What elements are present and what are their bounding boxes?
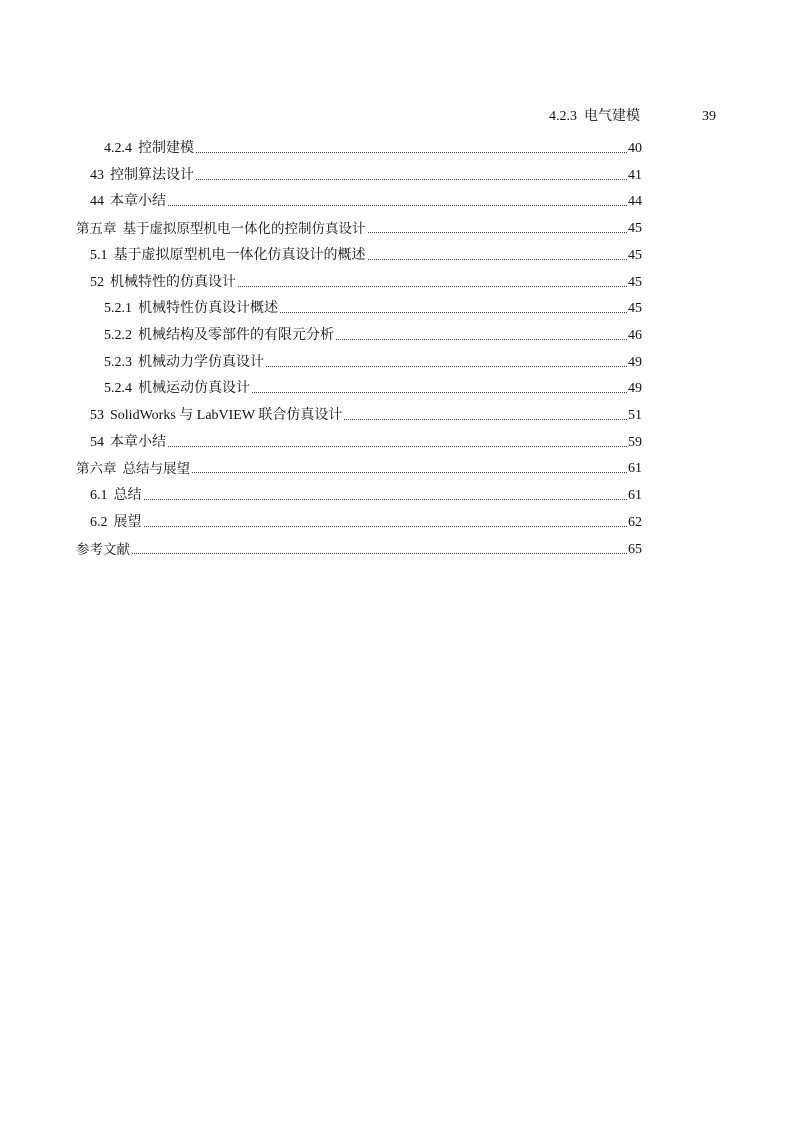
running-header bbox=[0, 107, 793, 127]
toc-entry[interactable] bbox=[104, 379, 642, 399]
toc-entry-number: 53 bbox=[90, 408, 104, 423]
toc-entry-label bbox=[90, 406, 342, 426]
toc-entry-label bbox=[90, 192, 166, 212]
toc-entry-label bbox=[104, 139, 194, 159]
toc-entry-page: 65 bbox=[628, 541, 642, 557]
toc-entry[interactable] bbox=[76, 219, 642, 239]
toc-entry[interactable] bbox=[90, 273, 642, 293]
toc-entry-page: 40 bbox=[628, 141, 642, 156]
toc-dot-leader bbox=[280, 312, 627, 313]
toc-entry[interactable] bbox=[90, 486, 642, 506]
toc-entry-number: 52 bbox=[90, 274, 104, 290]
toc-dot-leader bbox=[168, 446, 627, 447]
toc-entry-number: 43 bbox=[90, 167, 104, 183]
toc-dot-leader bbox=[368, 232, 628, 233]
toc-entry-number: 5.2.2 bbox=[104, 327, 132, 343]
toc-entry-title: 机械结构及零部件的有限元分析 bbox=[138, 327, 334, 343]
toc-entry-number: 5.1 bbox=[90, 247, 108, 263]
toc-entry-title: 本章小结 bbox=[110, 434, 166, 450]
toc-entry-number: 4.2.4 bbox=[104, 141, 132, 156]
toc-entry-label bbox=[76, 540, 130, 560]
toc-entry-number: 5.2.4 bbox=[104, 381, 132, 397]
toc-dot-leader bbox=[144, 526, 628, 527]
toc-entry[interactable] bbox=[104, 353, 642, 373]
toc-entry-page: 45 bbox=[628, 247, 642, 263]
toc-entry-label bbox=[90, 166, 194, 186]
toc-entry[interactable] bbox=[90, 433, 642, 453]
toc-entry-label bbox=[104, 299, 278, 319]
toc-entry-page: 49 bbox=[628, 381, 642, 397]
header-entry-title: 电气建模 bbox=[584, 109, 640, 124]
toc-entry[interactable] bbox=[104, 326, 642, 346]
toc-entry-number: 6.2 bbox=[90, 514, 108, 530]
toc-entry-title: 机械特性仿真设计概述 bbox=[138, 301, 278, 317]
toc-entry[interactable] bbox=[90, 166, 642, 186]
toc-entry-label bbox=[90, 433, 166, 453]
toc-entry-title: 参考文献 bbox=[76, 541, 130, 558]
toc-dot-leader bbox=[238, 286, 627, 287]
toc-entry-title: 控制建模 bbox=[138, 141, 194, 156]
toc-entry-title: 本章小结 bbox=[110, 194, 166, 210]
toc-dot-leader bbox=[196, 179, 627, 180]
toc-entry-number: 5.2.1 bbox=[104, 301, 132, 317]
toc-entry-page: 51 bbox=[628, 408, 642, 423]
toc-dot-leader bbox=[336, 339, 627, 340]
toc-entry-number: 第六章 bbox=[76, 461, 117, 478]
toc-entry[interactable] bbox=[90, 513, 642, 533]
toc-entry[interactable] bbox=[104, 139, 642, 159]
toc-entry-page: 44 bbox=[628, 194, 642, 210]
toc-dot-leader bbox=[196, 152, 627, 153]
toc-entry[interactable] bbox=[76, 540, 642, 560]
toc-entry-page: 49 bbox=[628, 354, 642, 370]
toc-entry-title: 基于虚拟原型机电一体化仿真设计的概述 bbox=[113, 247, 366, 263]
toc-dot-leader bbox=[144, 499, 628, 500]
toc-entry-label bbox=[104, 326, 334, 346]
toc-entry-number: 6.1 bbox=[90, 488, 108, 504]
toc-entry[interactable] bbox=[104, 299, 642, 319]
toc-entry-page: 45 bbox=[628, 301, 642, 317]
toc-entry-title: 总结与展望 bbox=[122, 461, 190, 478]
toc-entry-label bbox=[76, 219, 366, 239]
toc-dot-leader bbox=[266, 366, 627, 367]
toc-entry[interactable] bbox=[76, 459, 642, 479]
toc-entry-label bbox=[90, 273, 236, 293]
toc-entry[interactable] bbox=[90, 406, 642, 426]
toc-entry[interactable] bbox=[90, 192, 642, 212]
toc-entry-number: 54 bbox=[90, 434, 104, 450]
toc-entry-page: 59 bbox=[628, 434, 642, 450]
toc-entry-title: 基于虚拟原型机电一体化的控制仿真设计 bbox=[122, 221, 366, 238]
toc-dot-leader bbox=[168, 205, 627, 206]
header-entry-num: 4.2.3 bbox=[549, 109, 577, 124]
toc-entry-page: 61 bbox=[628, 488, 642, 504]
toc-entry-page: 61 bbox=[628, 461, 642, 477]
toc-entry-title: 展望 bbox=[113, 514, 142, 530]
toc-entry-label bbox=[104, 379, 250, 399]
toc-entry-title: 机械特性的仿真设计 bbox=[110, 274, 236, 290]
toc-entry-page: 41 bbox=[628, 167, 642, 183]
toc-entry-title: SolidWorks 与 LabVIEW 联合仿真设计 bbox=[110, 408, 343, 423]
toc-entry-label bbox=[90, 246, 366, 266]
toc-entry-title: 总结 bbox=[113, 488, 142, 504]
toc-dot-leader bbox=[344, 419, 627, 420]
toc-entry-number: 44 bbox=[90, 194, 104, 210]
toc-dot-leader bbox=[192, 472, 627, 473]
toc-entry-label bbox=[76, 459, 190, 479]
toc-entry-title: 控制算法设计 bbox=[110, 167, 194, 183]
toc-dot-leader bbox=[132, 553, 627, 554]
toc-entry-label bbox=[104, 353, 264, 373]
toc-entry-title: 机械运动仿真设计 bbox=[138, 381, 250, 397]
toc-entry-page: 62 bbox=[628, 514, 642, 530]
toc-dot-leader bbox=[252, 392, 627, 393]
toc-entry-number: 第五章 bbox=[76, 221, 117, 238]
toc-entry-page: 46 bbox=[628, 327, 642, 343]
toc-entry-label bbox=[90, 513, 142, 533]
toc-dot-leader bbox=[368, 259, 628, 260]
toc-entry-title: 机械动力学仿真设计 bbox=[138, 354, 264, 370]
header-entry bbox=[549, 107, 640, 127]
toc-entry-page: 45 bbox=[628, 221, 642, 237]
toc-entry[interactable] bbox=[90, 246, 642, 266]
toc-entry-number: 5.2.3 bbox=[104, 354, 132, 370]
toc-entry-label bbox=[90, 486, 142, 506]
toc-entry-page: 45 bbox=[628, 274, 642, 290]
header-page-number: 39 bbox=[702, 109, 716, 124]
